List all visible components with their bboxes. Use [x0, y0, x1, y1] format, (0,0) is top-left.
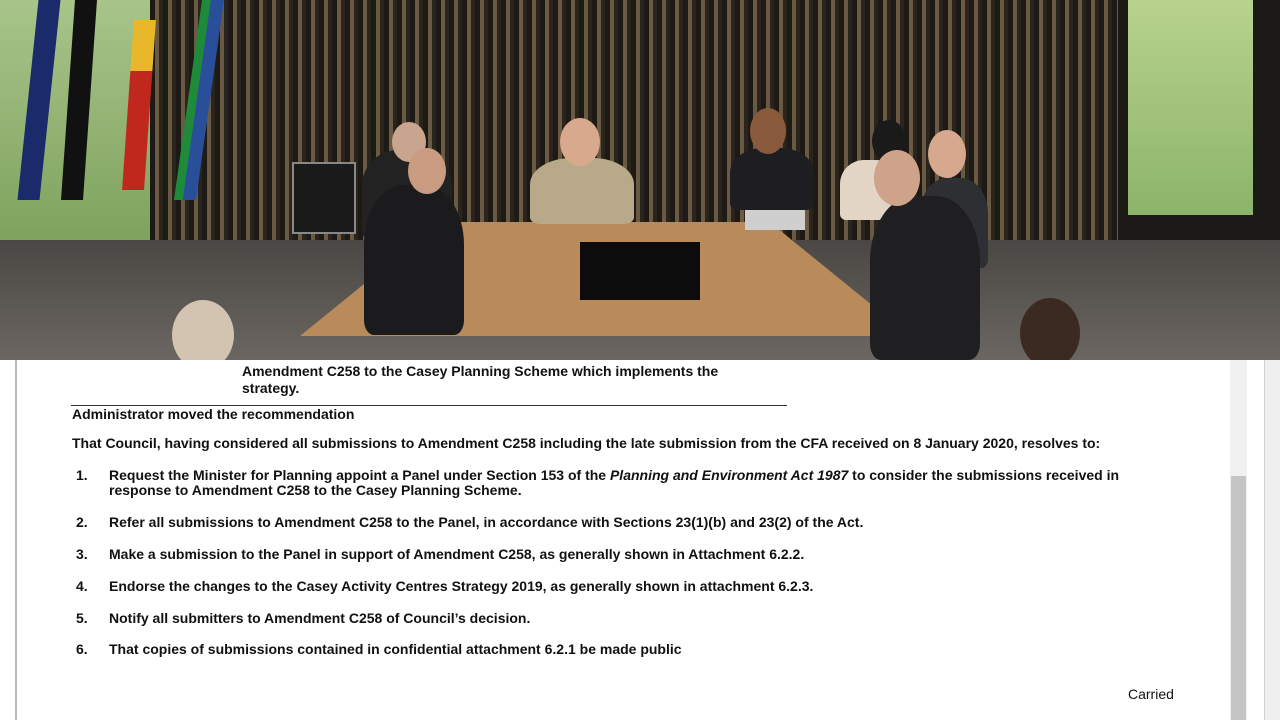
previous-item-text: Amendment C258 to the Casey Planning Scheme which implements the strategy. [242, 363, 719, 396]
viewer-edge [1264, 360, 1280, 720]
list-number: 6. [76, 641, 88, 657]
list-text: Notify all submitters to Amendment C258 of Council’s decision. [109, 610, 531, 626]
window-right [1118, 0, 1280, 240]
person-2 [364, 185, 464, 335]
list-number: 2. [76, 514, 88, 530]
act-title: Planning and Environment Act 1987 [609, 467, 849, 483]
list-text: Endorse the changes to the Casey Activity Centres Strategy 2019, as generally shown in attachment 6.2.3. [109, 578, 814, 594]
person-3 [530, 158, 634, 224]
person-6-head [928, 130, 966, 178]
list-text: Refer all submissions to Amendment C258 to the Panel, in accordance with Sections 23(1)(b) and 23(2) of the Act. [109, 514, 864, 530]
person-7 [870, 196, 980, 360]
monitor [292, 162, 356, 234]
audience-head-right [1020, 298, 1080, 360]
scrollbar-thumb[interactable] [1231, 476, 1246, 720]
person-4-head [750, 108, 786, 154]
person-2-head [408, 148, 446, 194]
moved-statement: Administrator moved the recommendation [72, 406, 355, 422]
table-centre-void [580, 242, 700, 300]
audience-head-left [172, 300, 234, 360]
list-text: That copies of submissions contained in confidential attachment 6.2.1 be made public [109, 641, 682, 657]
list-text: Make a submission to the Panel in support of Amendment C258, as generally shown in Attachment 6.2.2. [109, 546, 805, 562]
list-text: Request the Minister for Planning appoint a Panel under Section 153 of the Planning and Environment Act 1987 to consider the submissions received in response to Amendment C258 to the Casey Planning Scheme. [109, 467, 1120, 498]
list-number: 4. [76, 578, 88, 594]
list-number: 5. [76, 610, 88, 626]
motion-result: Carried [1128, 686, 1174, 702]
person-3-head [560, 118, 600, 166]
list-number: 3. [76, 546, 88, 562]
list-number: 1. [76, 467, 88, 483]
person-4 [730, 148, 814, 210]
person-7-head [874, 150, 920, 206]
resolution-preamble: That Council, having considered all submissions to Amendment C258 including the late submission from the CFA received on 8 January 2020, resolves to: [72, 435, 1101, 451]
